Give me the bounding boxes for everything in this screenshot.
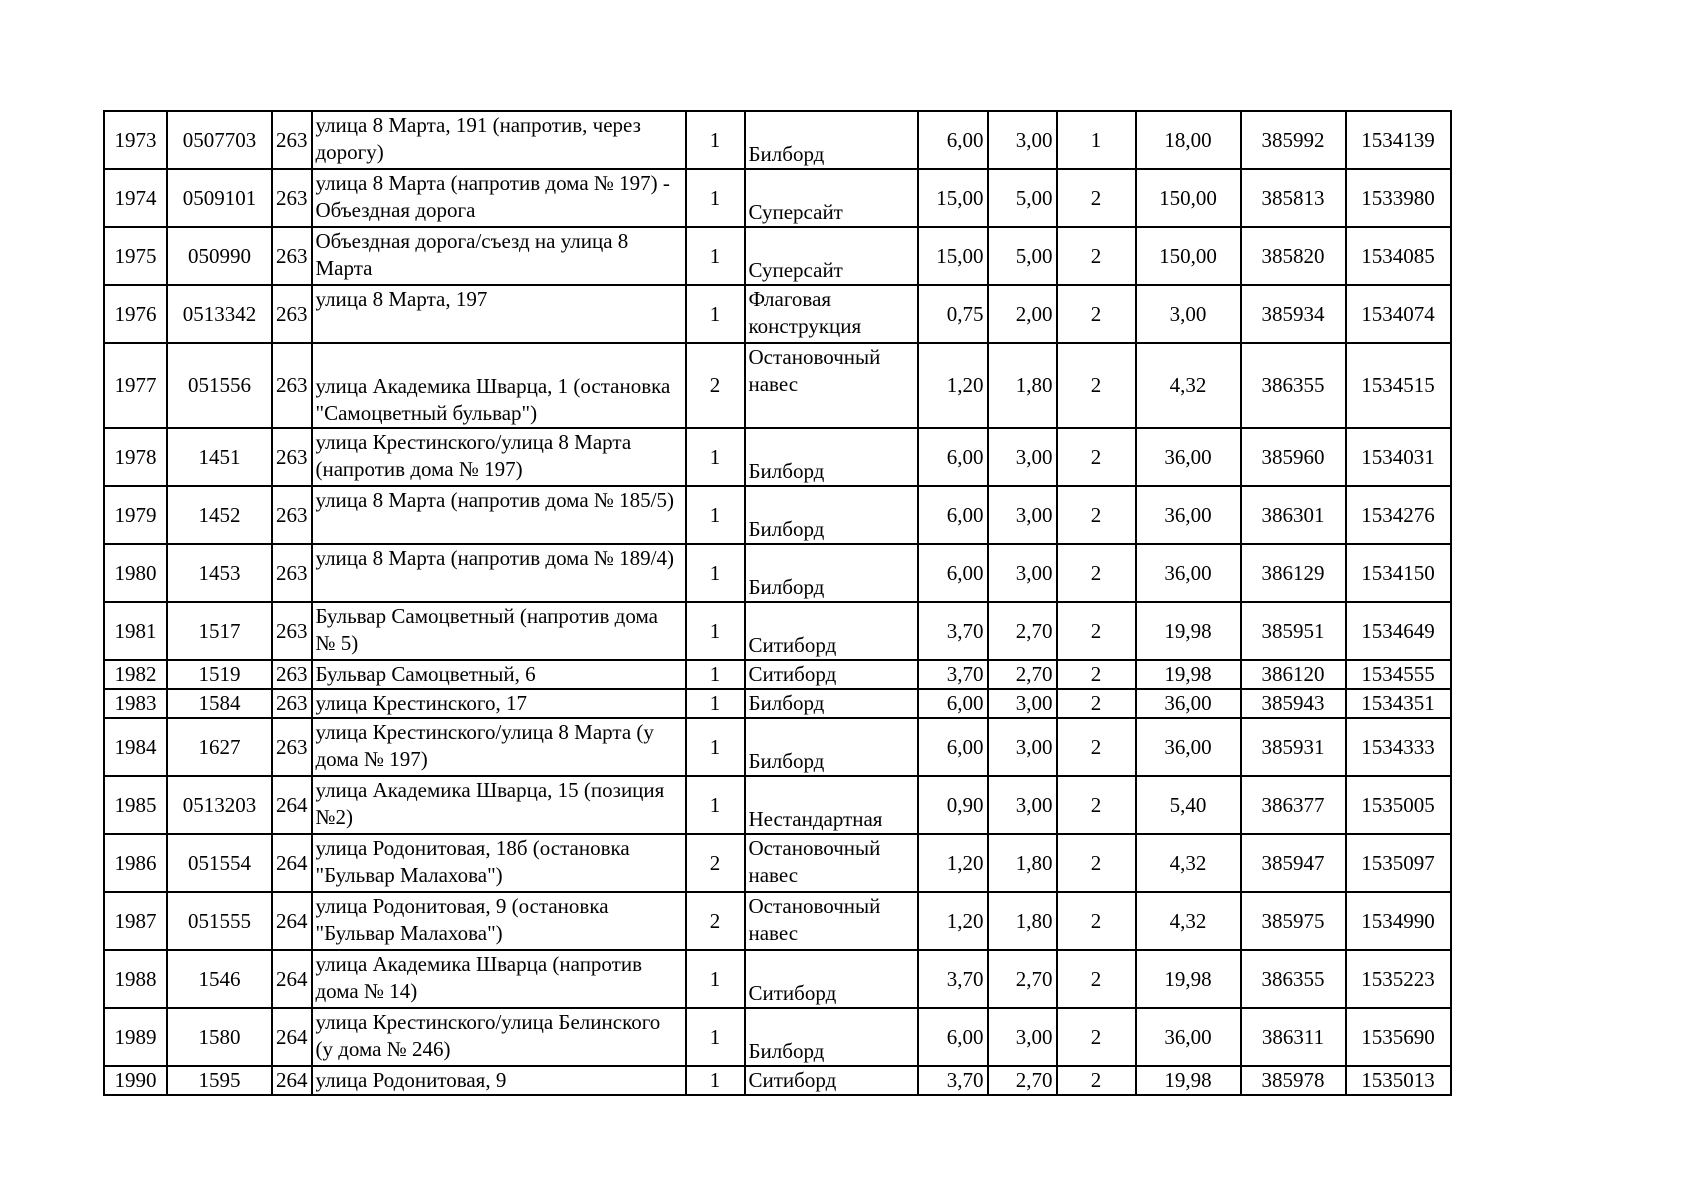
- structure-code: 1595: [167, 1066, 272, 1095]
- structure-type: Билборд: [745, 718, 918, 776]
- district-code: 263: [272, 660, 312, 689]
- height-value: 3,00: [988, 486, 1057, 544]
- height-value: 1,80: [988, 892, 1057, 950]
- faces-count: 2: [1057, 227, 1136, 285]
- row-number: 1973: [104, 111, 167, 169]
- coordinate-y: 1534515: [1346, 343, 1451, 428]
- structure-type: Билборд: [745, 1008, 918, 1066]
- coordinate-x: 386377: [1241, 776, 1346, 834]
- sides-count: 1: [686, 544, 745, 602]
- district-code: 264: [272, 950, 312, 1008]
- table-row: [104, 169, 1451, 227]
- coordinate-x: 386129: [1241, 544, 1346, 602]
- width-value: 6,00: [918, 428, 988, 486]
- table-row: [104, 1008, 1451, 1066]
- structure-type: Билборд: [745, 544, 918, 602]
- coordinate-x: 386120: [1241, 660, 1346, 689]
- district-code: 263: [272, 689, 312, 718]
- table-row: [104, 428, 1451, 486]
- sides-count: 1: [686, 1008, 745, 1066]
- structure-code: 1452: [167, 486, 272, 544]
- height-value: 3,00: [988, 544, 1057, 602]
- height-value: 3,00: [988, 718, 1057, 776]
- sides-count: 2: [686, 892, 745, 950]
- address-cell: улица Академика Шварца, 15 (позиция №2): [312, 776, 686, 834]
- sides-count: 1: [686, 602, 745, 660]
- width-value: 0,90: [918, 776, 988, 834]
- structure-type: Флаговая конструкция: [745, 285, 918, 343]
- structure-type: Билборд: [745, 689, 918, 718]
- width-value: 6,00: [918, 111, 988, 169]
- width-value: 6,00: [918, 1008, 988, 1066]
- address-cell: улица Родонитовая, 18б (остановка "Бульвар Малахова"): [312, 834, 686, 892]
- faces-count: 2: [1057, 285, 1136, 343]
- height-value: 2,70: [988, 1066, 1057, 1095]
- structure-type: Билборд: [745, 428, 918, 486]
- area-value: 19,98: [1136, 1066, 1241, 1095]
- row-number: 1979: [104, 486, 167, 544]
- area-value: 4,32: [1136, 892, 1241, 950]
- structure-code: 1517: [167, 602, 272, 660]
- faces-count: 2: [1057, 1008, 1136, 1066]
- row-number: 1981: [104, 602, 167, 660]
- faces-count: 2: [1057, 486, 1136, 544]
- area-value: 5,40: [1136, 776, 1241, 834]
- sides-count: 1: [686, 486, 745, 544]
- coordinate-y: 1535097: [1346, 834, 1451, 892]
- structure-type: Ситиборд: [745, 660, 918, 689]
- area-value: 150,00: [1136, 169, 1241, 227]
- structure-type: Остановочный навес: [745, 892, 918, 950]
- width-value: 0,75: [918, 285, 988, 343]
- structure-type: Билборд: [745, 111, 918, 169]
- table-row: [104, 486, 1451, 544]
- table-row: [104, 544, 1451, 602]
- row-number: 1983: [104, 689, 167, 718]
- address-cell: улица 8 Марта (напротив дома № 189/4): [312, 544, 686, 602]
- table-row: [104, 602, 1451, 660]
- structure-type: Ситиборд: [745, 602, 918, 660]
- structure-type: Ситиборд: [745, 950, 918, 1008]
- width-value: 3,70: [918, 950, 988, 1008]
- area-value: 36,00: [1136, 486, 1241, 544]
- height-value: 5,00: [988, 227, 1057, 285]
- structure-type: Остановочный навес: [745, 343, 918, 428]
- row-number: 1982: [104, 660, 167, 689]
- structure-code: 051555: [167, 892, 272, 950]
- coordinate-x: 385951: [1241, 602, 1346, 660]
- faces-count: 2: [1057, 343, 1136, 428]
- district-code: 263: [272, 169, 312, 227]
- row-number: 1978: [104, 428, 167, 486]
- height-value: 5,00: [988, 169, 1057, 227]
- table-row: [104, 285, 1451, 343]
- table-row: [104, 950, 1451, 1008]
- coordinate-y: 1535690: [1346, 1008, 1451, 1066]
- structure-type: Ситиборд: [745, 1066, 918, 1095]
- faces-count: 2: [1057, 1066, 1136, 1095]
- area-value: 19,98: [1136, 602, 1241, 660]
- width-value: 6,00: [918, 544, 988, 602]
- width-value: 1,20: [918, 834, 988, 892]
- height-value: 2,70: [988, 950, 1057, 1008]
- coordinate-y: 1534276: [1346, 486, 1451, 544]
- structure-code: 0513203: [167, 776, 272, 834]
- coordinate-x: 385943: [1241, 689, 1346, 718]
- coordinate-x: 385820: [1241, 227, 1346, 285]
- district-code: 263: [272, 544, 312, 602]
- height-value: 2,70: [988, 602, 1057, 660]
- row-number: 1975: [104, 227, 167, 285]
- address-cell: улица 8 Марта (напротив дома № 197) - Объездная дорога: [312, 169, 686, 227]
- width-value: 1,20: [918, 892, 988, 950]
- sides-count: 2: [686, 834, 745, 892]
- address-cell: улица Академика Шварца, 1 (остановка "Самоцветный бульвар"): [312, 343, 686, 428]
- area-value: 19,98: [1136, 950, 1241, 1008]
- address-cell: Бульвар Самоцветный, 6: [312, 660, 686, 689]
- structure-type: Суперсайт: [745, 227, 918, 285]
- width-value: 3,70: [918, 1066, 988, 1095]
- table-row: [104, 834, 1451, 892]
- table-row: [104, 343, 1451, 428]
- structure-type: Остановочный навес: [745, 834, 918, 892]
- faces-count: 2: [1057, 834, 1136, 892]
- address-cell: улица Крестинского/улица 8 Марта (у дома № 197): [312, 718, 686, 776]
- district-code: 263: [272, 111, 312, 169]
- coordinate-x: 385975: [1241, 892, 1346, 950]
- structure-code: 0509101: [167, 169, 272, 227]
- table-row: [104, 718, 1451, 776]
- row-number: 1989: [104, 1008, 167, 1066]
- district-code: 264: [272, 1008, 312, 1066]
- sides-count: 1: [686, 285, 745, 343]
- coordinate-y: 1534031: [1346, 428, 1451, 486]
- structure-code: 1627: [167, 718, 272, 776]
- address-cell: улица 8 Марта (напротив дома № 185/5): [312, 486, 686, 544]
- faces-count: 2: [1057, 892, 1136, 950]
- district-code: 263: [272, 486, 312, 544]
- table-row: [104, 892, 1451, 950]
- district-code: 263: [272, 602, 312, 660]
- district-code: 263: [272, 718, 312, 776]
- coordinate-y: 1535005: [1346, 776, 1451, 834]
- coordinate-x: 385813: [1241, 169, 1346, 227]
- structure-type: Нестандартная: [745, 776, 918, 834]
- faces-count: 2: [1057, 602, 1136, 660]
- structure-type: Суперсайт: [745, 169, 918, 227]
- structure-code: 0507703: [167, 111, 272, 169]
- sides-count: 1: [686, 689, 745, 718]
- faces-count: 1: [1057, 111, 1136, 169]
- area-value: 3,00: [1136, 285, 1241, 343]
- faces-count: 2: [1057, 169, 1136, 227]
- district-code: 264: [272, 776, 312, 834]
- structure-code: 051556: [167, 343, 272, 428]
- table-row: [104, 689, 1451, 718]
- row-number: 1985: [104, 776, 167, 834]
- structure-code: 051554: [167, 834, 272, 892]
- row-number: 1990: [104, 1066, 167, 1095]
- address-cell: Бульвар Самоцветный (напротив дома № 5): [312, 602, 686, 660]
- table-row: [104, 776, 1451, 834]
- address-cell: Объездная дорога/съезд на улица 8 Марта: [312, 227, 686, 285]
- advertising-structures-table: [103, 110, 1452, 1096]
- area-value: 18,00: [1136, 111, 1241, 169]
- sides-count: 1: [686, 227, 745, 285]
- area-value: 4,32: [1136, 343, 1241, 428]
- area-value: 150,00: [1136, 227, 1241, 285]
- structure-code: 1546: [167, 950, 272, 1008]
- sides-count: 2: [686, 343, 745, 428]
- width-value: 3,70: [918, 660, 988, 689]
- coordinate-x: 386355: [1241, 950, 1346, 1008]
- faces-count: 2: [1057, 428, 1136, 486]
- coordinate-y: 1534085: [1346, 227, 1451, 285]
- coordinate-y: 1534990: [1346, 892, 1451, 950]
- row-number: 1986: [104, 834, 167, 892]
- structure-code: 1580: [167, 1008, 272, 1066]
- row-number: 1984: [104, 718, 167, 776]
- address-cell: улица 8 Марта, 197: [312, 285, 686, 343]
- area-value: 36,00: [1136, 689, 1241, 718]
- structure-code: 1584: [167, 689, 272, 718]
- district-code: 264: [272, 892, 312, 950]
- faces-count: 2: [1057, 776, 1136, 834]
- area-value: 36,00: [1136, 1008, 1241, 1066]
- coordinate-x: 385931: [1241, 718, 1346, 776]
- address-cell: улица Крестинского, 17: [312, 689, 686, 718]
- area-value: 4,32: [1136, 834, 1241, 892]
- height-value: 3,00: [988, 428, 1057, 486]
- sides-count: 1: [686, 1066, 745, 1095]
- height-value: 3,00: [988, 111, 1057, 169]
- height-value: 3,00: [988, 776, 1057, 834]
- coordinate-x: 386355: [1241, 343, 1346, 428]
- coordinate-x: 386311: [1241, 1008, 1346, 1066]
- area-value: 36,00: [1136, 718, 1241, 776]
- area-value: 36,00: [1136, 544, 1241, 602]
- district-code: 263: [272, 285, 312, 343]
- width-value: 6,00: [918, 486, 988, 544]
- address-cell: улица 8 Марта, 191 (напротив, через дорогу): [312, 111, 686, 169]
- table-row: [104, 111, 1451, 169]
- address-cell: улица Родонитовая, 9: [312, 1066, 686, 1095]
- coordinate-x: 386301: [1241, 486, 1346, 544]
- coordinate-y: 1534333: [1346, 718, 1451, 776]
- sides-count: 1: [686, 169, 745, 227]
- structure-code: 0513342: [167, 285, 272, 343]
- address-cell: улица Крестинского/улица 8 Марта (напротив дома № 197): [312, 428, 686, 486]
- sides-count: 1: [686, 660, 745, 689]
- structure-code: 050990: [167, 227, 272, 285]
- table-row: [104, 227, 1451, 285]
- coordinate-x: 385978: [1241, 1066, 1346, 1095]
- district-code: 264: [272, 834, 312, 892]
- row-number: 1980: [104, 544, 167, 602]
- height-value: 1,80: [988, 343, 1057, 428]
- row-number: 1987: [104, 892, 167, 950]
- coordinate-x: 385947: [1241, 834, 1346, 892]
- structure-code: 1519: [167, 660, 272, 689]
- table-row: [104, 660, 1451, 689]
- coordinate-y: 1534150: [1346, 544, 1451, 602]
- width-value: 1,20: [918, 343, 988, 428]
- coordinate-y: 1534139: [1346, 111, 1451, 169]
- sides-count: 1: [686, 718, 745, 776]
- table-body: [104, 111, 1451, 1095]
- structure-type: Билборд: [745, 486, 918, 544]
- coordinate-y: 1533980: [1346, 169, 1451, 227]
- row-number: 1988: [104, 950, 167, 1008]
- row-number: 1976: [104, 285, 167, 343]
- coordinate-y: 1534074: [1346, 285, 1451, 343]
- area-value: 36,00: [1136, 428, 1241, 486]
- sides-count: 1: [686, 428, 745, 486]
- height-value: 2,00: [988, 285, 1057, 343]
- row-number: 1974: [104, 169, 167, 227]
- height-value: 3,00: [988, 1008, 1057, 1066]
- coordinate-x: 385960: [1241, 428, 1346, 486]
- area-value: 19,98: [1136, 660, 1241, 689]
- district-code: 264: [272, 1066, 312, 1095]
- width-value: 6,00: [918, 689, 988, 718]
- row-number: 1977: [104, 343, 167, 428]
- faces-count: 2: [1057, 660, 1136, 689]
- coordinate-y: 1534351: [1346, 689, 1451, 718]
- sides-count: 1: [686, 776, 745, 834]
- district-code: 263: [272, 343, 312, 428]
- coordinate-y: 1534555: [1346, 660, 1451, 689]
- sides-count: 1: [686, 950, 745, 1008]
- width-value: 3,70: [918, 602, 988, 660]
- coordinate-x: 385934: [1241, 285, 1346, 343]
- structure-code: 1451: [167, 428, 272, 486]
- coordinate-y: 1535013: [1346, 1066, 1451, 1095]
- district-code: 263: [272, 227, 312, 285]
- faces-count: 2: [1057, 689, 1136, 718]
- address-cell: улица Родонитовая, 9 (остановка "Бульвар Малахова"): [312, 892, 686, 950]
- width-value: 15,00: [918, 169, 988, 227]
- address-cell: улица Крестинского/улица Белинского (у дома № 246): [312, 1008, 686, 1066]
- table-row: [104, 1066, 1451, 1095]
- faces-count: 2: [1057, 544, 1136, 602]
- coordinate-x: 385992: [1241, 111, 1346, 169]
- coordinate-y: 1535223: [1346, 950, 1451, 1008]
- structure-code: 1453: [167, 544, 272, 602]
- height-value: 3,00: [988, 689, 1057, 718]
- faces-count: 2: [1057, 950, 1136, 1008]
- coordinate-y: 1534649: [1346, 602, 1451, 660]
- width-value: 15,00: [918, 227, 988, 285]
- sides-count: 1: [686, 111, 745, 169]
- width-value: 6,00: [918, 718, 988, 776]
- height-value: 2,70: [988, 660, 1057, 689]
- faces-count: 2: [1057, 718, 1136, 776]
- address-cell: улица Академика Шварца (напротив дома № 14): [312, 950, 686, 1008]
- height-value: 1,80: [988, 834, 1057, 892]
- district-code: 263: [272, 428, 312, 486]
